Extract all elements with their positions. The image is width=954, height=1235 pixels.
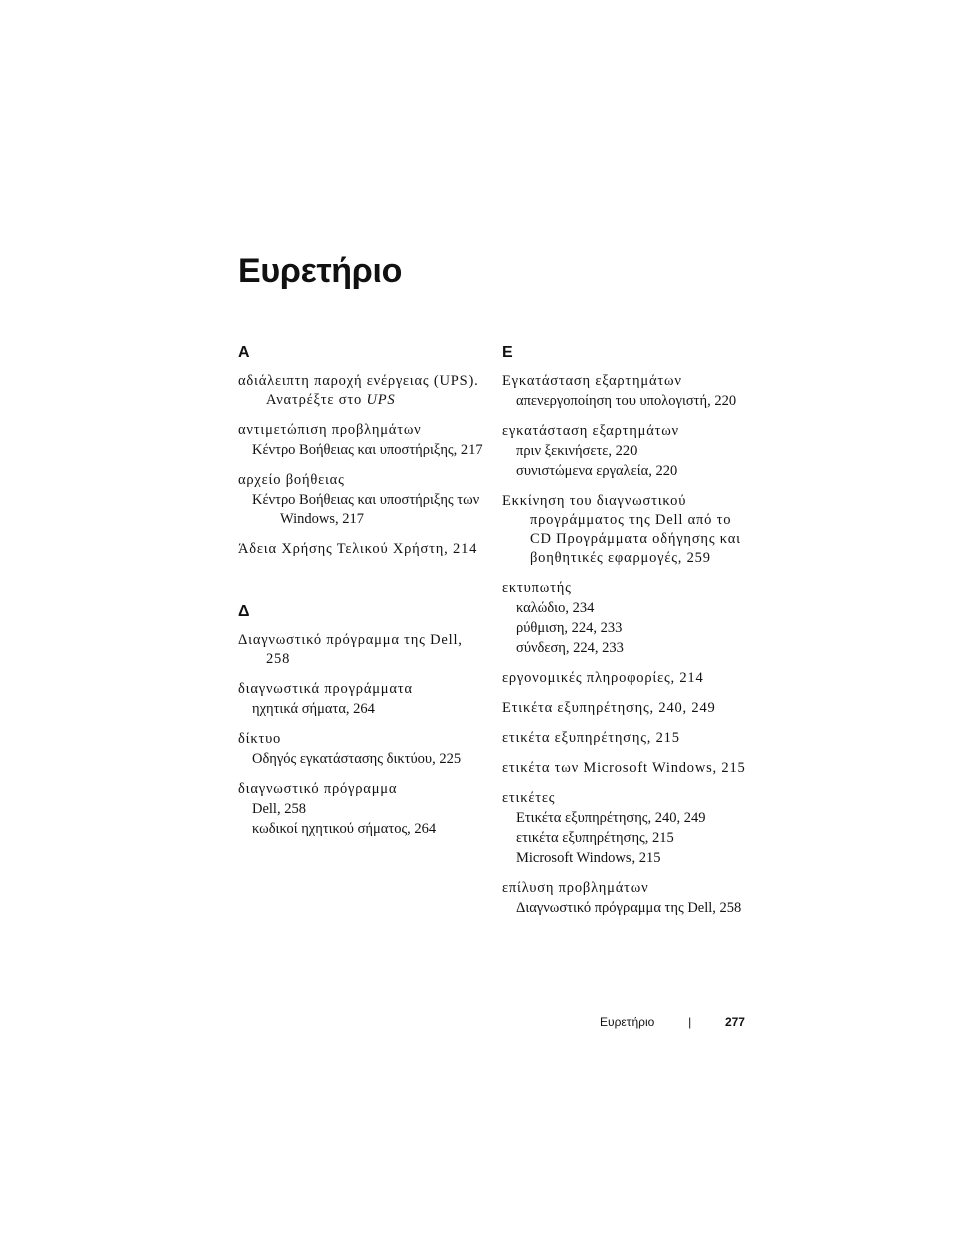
entry-head: Άδεια Χρήσης Τελικού Χρήστη, 214	[238, 541, 478, 557]
entry-subentry: Κέντρο Βοήθειας και υποστήριξης, 217	[252, 442, 483, 458]
index-entry	[502, 372, 747, 411]
index-section-alpha	[238, 344, 483, 559]
entry-subentry: Ετικέτα εξυπηρέτησης, 240, 249	[516, 810, 706, 826]
index-entry	[502, 789, 747, 868]
entry-head: ετικέτες	[502, 790, 556, 806]
index-entry	[502, 699, 747, 718]
index-entry	[502, 759, 747, 778]
index-column-right	[502, 344, 747, 962]
footer-separator: |	[688, 1015, 692, 1029]
page-number: 277	[724, 1015, 745, 1029]
index-entry	[238, 631, 483, 669]
index-entry	[238, 471, 483, 529]
entry-head: Ετικέτα εξυπηρέτησης, 240, 249	[502, 700, 716, 716]
entry-subentry: απενεργοποίηση του υπολογιστή, 220	[516, 393, 737, 409]
entry-head: ετικέτα εξυπηρέτησης, 215	[502, 730, 680, 746]
entry-head: Διαγνωστικό πρόγραμμα της Dell, 258	[238, 632, 463, 667]
section-letter: Ε	[502, 344, 513, 361]
index-entry	[238, 780, 483, 839]
entry-head: εγκατάσταση εξαρτημάτων	[502, 423, 679, 439]
index-entry	[502, 879, 747, 918]
index-entry	[502, 492, 747, 568]
entry-subentry: καλώδιο, 234	[516, 600, 595, 616]
entry-head: Εκκίνηση του διαγνωστικού προγράμματος της Dell από το CD Προγράμματα οδήγησης και βοηθητικές εφαρμογές, 259	[502, 493, 741, 566]
index-column-left	[238, 344, 483, 883]
entry-head: αρχείο βοήθειας	[238, 472, 345, 488]
entry-head: διαγνωστικά προγράμματα	[238, 681, 413, 697]
entry-subentry: κωδικοί ηχητικού σήματος, 264	[252, 821, 437, 837]
entry-subentry: συνιστώμενα εργαλεία, 220	[516, 463, 678, 479]
index-entry	[238, 540, 483, 559]
index-section-epsilon	[502, 344, 747, 918]
entry-head: εκτυπωτής	[502, 580, 572, 596]
entry-head: εργονομικές πληροφορίες, 214	[502, 670, 704, 686]
entry-subentry: Διαγνωστικό πρόγραμμα της Dell, 258	[516, 900, 742, 916]
entry-head: διαγνωστικό πρόγραμμα	[238, 781, 398, 797]
index-entry	[502, 422, 747, 481]
index-entry	[238, 421, 483, 460]
entry-head: δίκτυο	[238, 731, 282, 747]
index-entry	[238, 680, 483, 719]
index-section-delta	[238, 603, 483, 839]
index-entry	[502, 579, 747, 658]
entry-subentry: Οδηγός εγκατάστασης δικτύου, 225	[252, 751, 462, 767]
entry-subentry: Microsoft Windows, 215	[516, 850, 661, 866]
page-title: Ευρετήριο	[238, 252, 403, 290]
entry-head: επίλυση προβλημάτων	[502, 880, 649, 896]
entry-subentry: ηχητικά σήματα, 264	[252, 701, 375, 717]
entry-head: αντιμετώπιση προβλημάτων	[238, 422, 422, 438]
entry-subentry: σύνδεση, 224, 233	[516, 640, 624, 656]
entry-subentry: ρύθμιση, 224, 233	[516, 620, 623, 636]
entry-head: Εγκατάσταση εξαρτημάτων	[502, 373, 682, 389]
section-letter: Α	[238, 344, 250, 361]
entry-head: ετικέτα των Microsoft Windows, 215	[502, 760, 746, 776]
section-letter: Δ	[238, 603, 250, 620]
index-entry	[238, 372, 483, 410]
index-entry	[502, 669, 747, 688]
index-entry	[238, 730, 483, 769]
entry-subentry: Dell, 258	[252, 801, 306, 817]
footer-label: Ευρετήριο	[600, 1015, 655, 1029]
entry-head: αδιάλειπτη παροχή ενέργειας (UPS). Ανατρέξτε στο	[238, 373, 479, 408]
page-footer	[600, 1015, 745, 1029]
entry-cross-reference: UPS	[366, 392, 396, 408]
entry-subentry: Κέντρο Βοήθειας και υποστήριξης των Windows, 217	[252, 492, 480, 527]
entry-subentry: ετικέτα εξυπηρέτησης, 215	[516, 830, 674, 846]
entry-subentry: πριν ξεκινήσετε, 220	[516, 443, 638, 459]
index-entry	[502, 729, 747, 748]
